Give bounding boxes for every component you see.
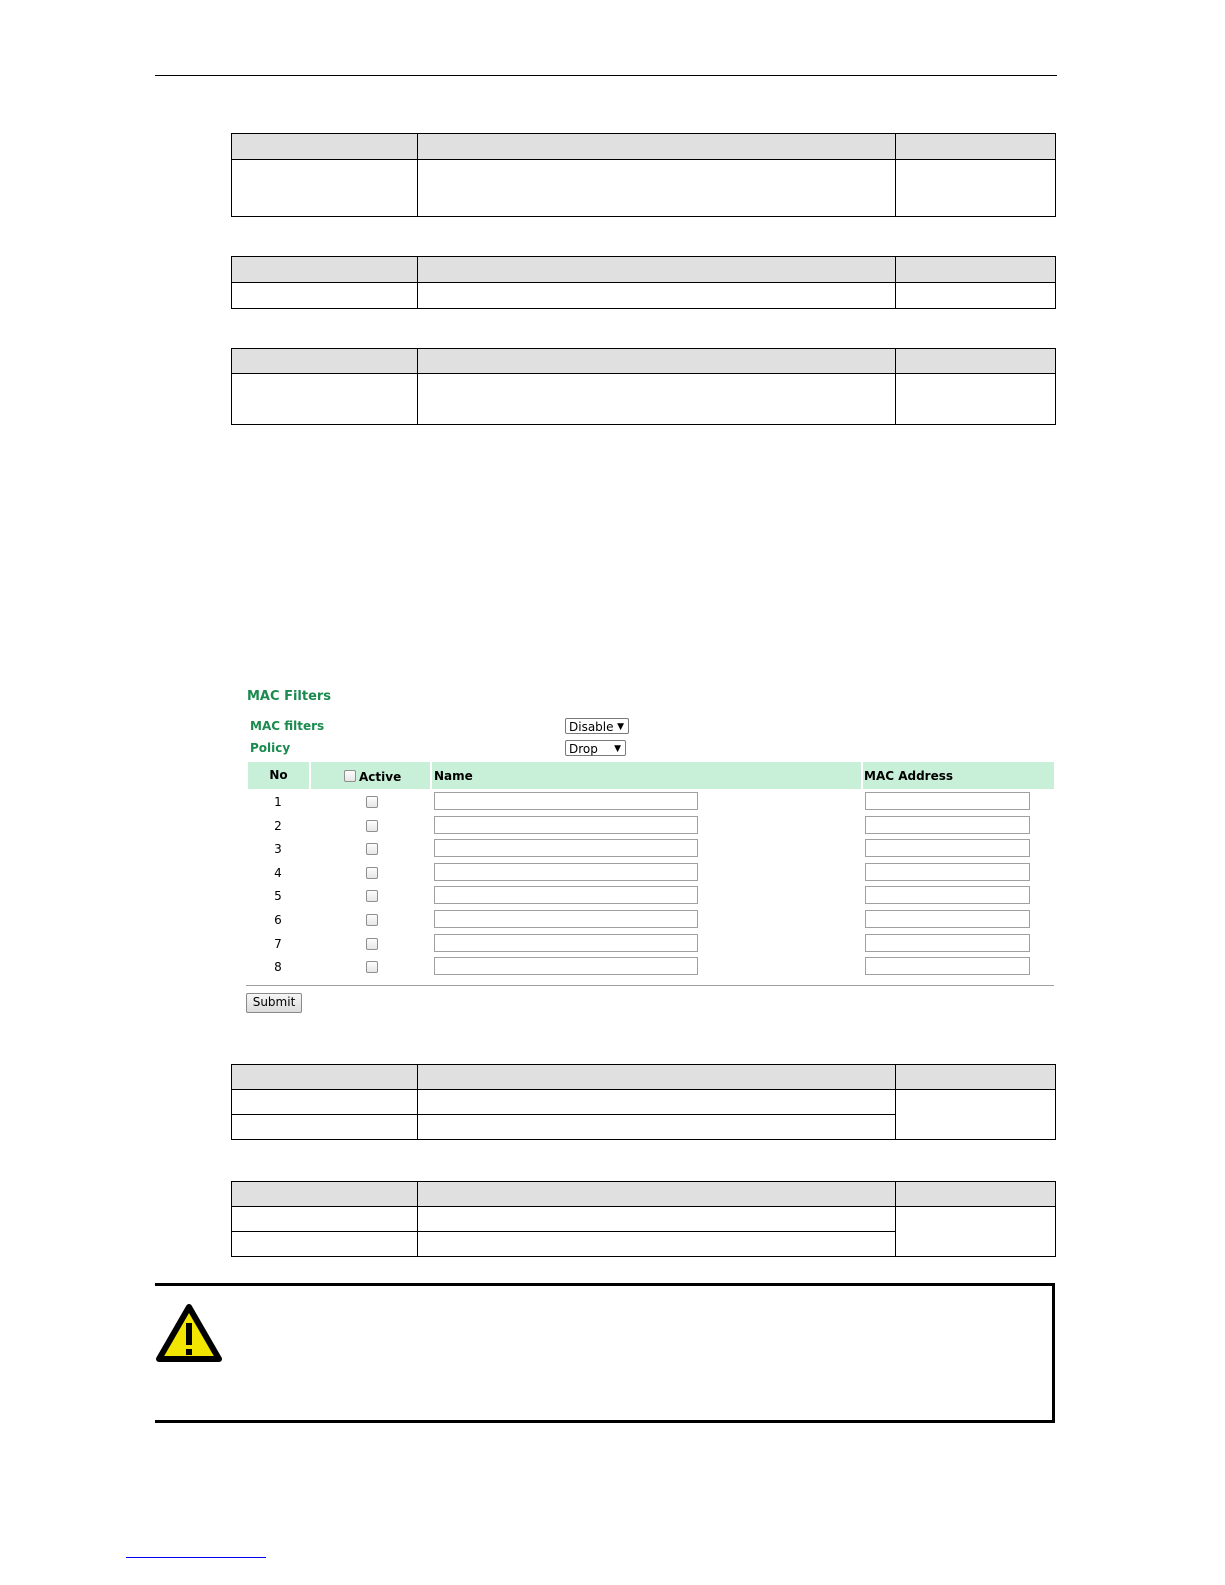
- doc-table-4: [231, 1064, 1056, 1140]
- row-name-input[interactable]: [434, 839, 698, 857]
- row-active-checkbox[interactable]: [366, 938, 378, 950]
- row-active-checkbox[interactable]: [366, 843, 378, 855]
- column-header-active: [311, 762, 430, 789]
- row-name-input[interactable]: [434, 816, 698, 834]
- row-name-input[interactable]: [434, 886, 698, 904]
- select-all-checkbox[interactable]: [344, 770, 356, 782]
- row-mac-input[interactable]: [865, 957, 1030, 975]
- column-header-name: [432, 762, 861, 789]
- chevron-down-icon: ▼: [614, 744, 621, 754]
- mac-filters-select[interactable]: [565, 718, 629, 734]
- row-active-checkbox[interactable]: [366, 867, 378, 879]
- row-active-checkbox[interactable]: [366, 796, 378, 808]
- row-mac-input[interactable]: [865, 863, 1030, 881]
- row-active-checkbox[interactable]: [366, 890, 378, 902]
- column-header-no: [248, 762, 309, 789]
- row-number: 1: [274, 795, 282, 809]
- column-header-no-label: No: [269, 768, 288, 782]
- doc-table-1: [231, 133, 1056, 217]
- row-name-input[interactable]: [434, 863, 698, 881]
- row-name-input[interactable]: [434, 934, 698, 952]
- row-mac-input[interactable]: [865, 910, 1030, 928]
- row-number: 7: [274, 936, 282, 951]
- warning-triangle-icon: [156, 1303, 222, 1363]
- mac-filters-title: MAC Filters: [247, 689, 332, 704]
- warning-box: [155, 1283, 1055, 1423]
- row-number: 2: [274, 818, 282, 833]
- header-rule: [155, 75, 1057, 76]
- column-header-mac: [863, 762, 1054, 789]
- row-mac-input[interactable]: [865, 886, 1030, 904]
- policy-label: Policy: [250, 741, 291, 755]
- row-active-checkbox[interactable]: [366, 820, 378, 832]
- row-number: 3: [274, 842, 282, 857]
- submit-button[interactable]: Submit: [246, 993, 302, 1013]
- doc-table-2: [231, 256, 1056, 309]
- row-number: 4: [274, 865, 282, 880]
- mac-filters-select-value: Disable: [569, 720, 614, 734]
- row-mac-input[interactable]: [865, 816, 1030, 834]
- row-name-input[interactable]: [434, 957, 698, 975]
- row-active-checkbox[interactable]: [366, 914, 378, 926]
- doc-table-3: [231, 348, 1056, 425]
- row-name-input[interactable]: [434, 792, 698, 810]
- row-number: 5: [274, 889, 282, 904]
- column-header-active-label: Active: [359, 770, 402, 784]
- column-header-name-label: Name: [434, 769, 473, 783]
- row-active-checkbox[interactable]: [366, 961, 378, 973]
- filter-table-divider: [246, 985, 1054, 986]
- row-number: 6: [274, 913, 282, 927]
- policy-select[interactable]: [565, 740, 626, 756]
- column-header-mac-label: MAC Address: [864, 769, 954, 783]
- chevron-down-icon: ▼: [617, 722, 624, 732]
- footer-link-underline[interactable]: [126, 1557, 266, 1558]
- row-number: 8: [274, 960, 282, 975]
- doc-table-5: [231, 1181, 1056, 1257]
- row-mac-input[interactable]: [865, 839, 1030, 857]
- mac-filters-label: MAC filters: [250, 719, 325, 733]
- row-mac-input[interactable]: [865, 792, 1030, 810]
- row-name-input[interactable]: [434, 910, 698, 928]
- policy-select-value: Drop: [569, 742, 598, 756]
- row-mac-input[interactable]: [865, 934, 1030, 952]
